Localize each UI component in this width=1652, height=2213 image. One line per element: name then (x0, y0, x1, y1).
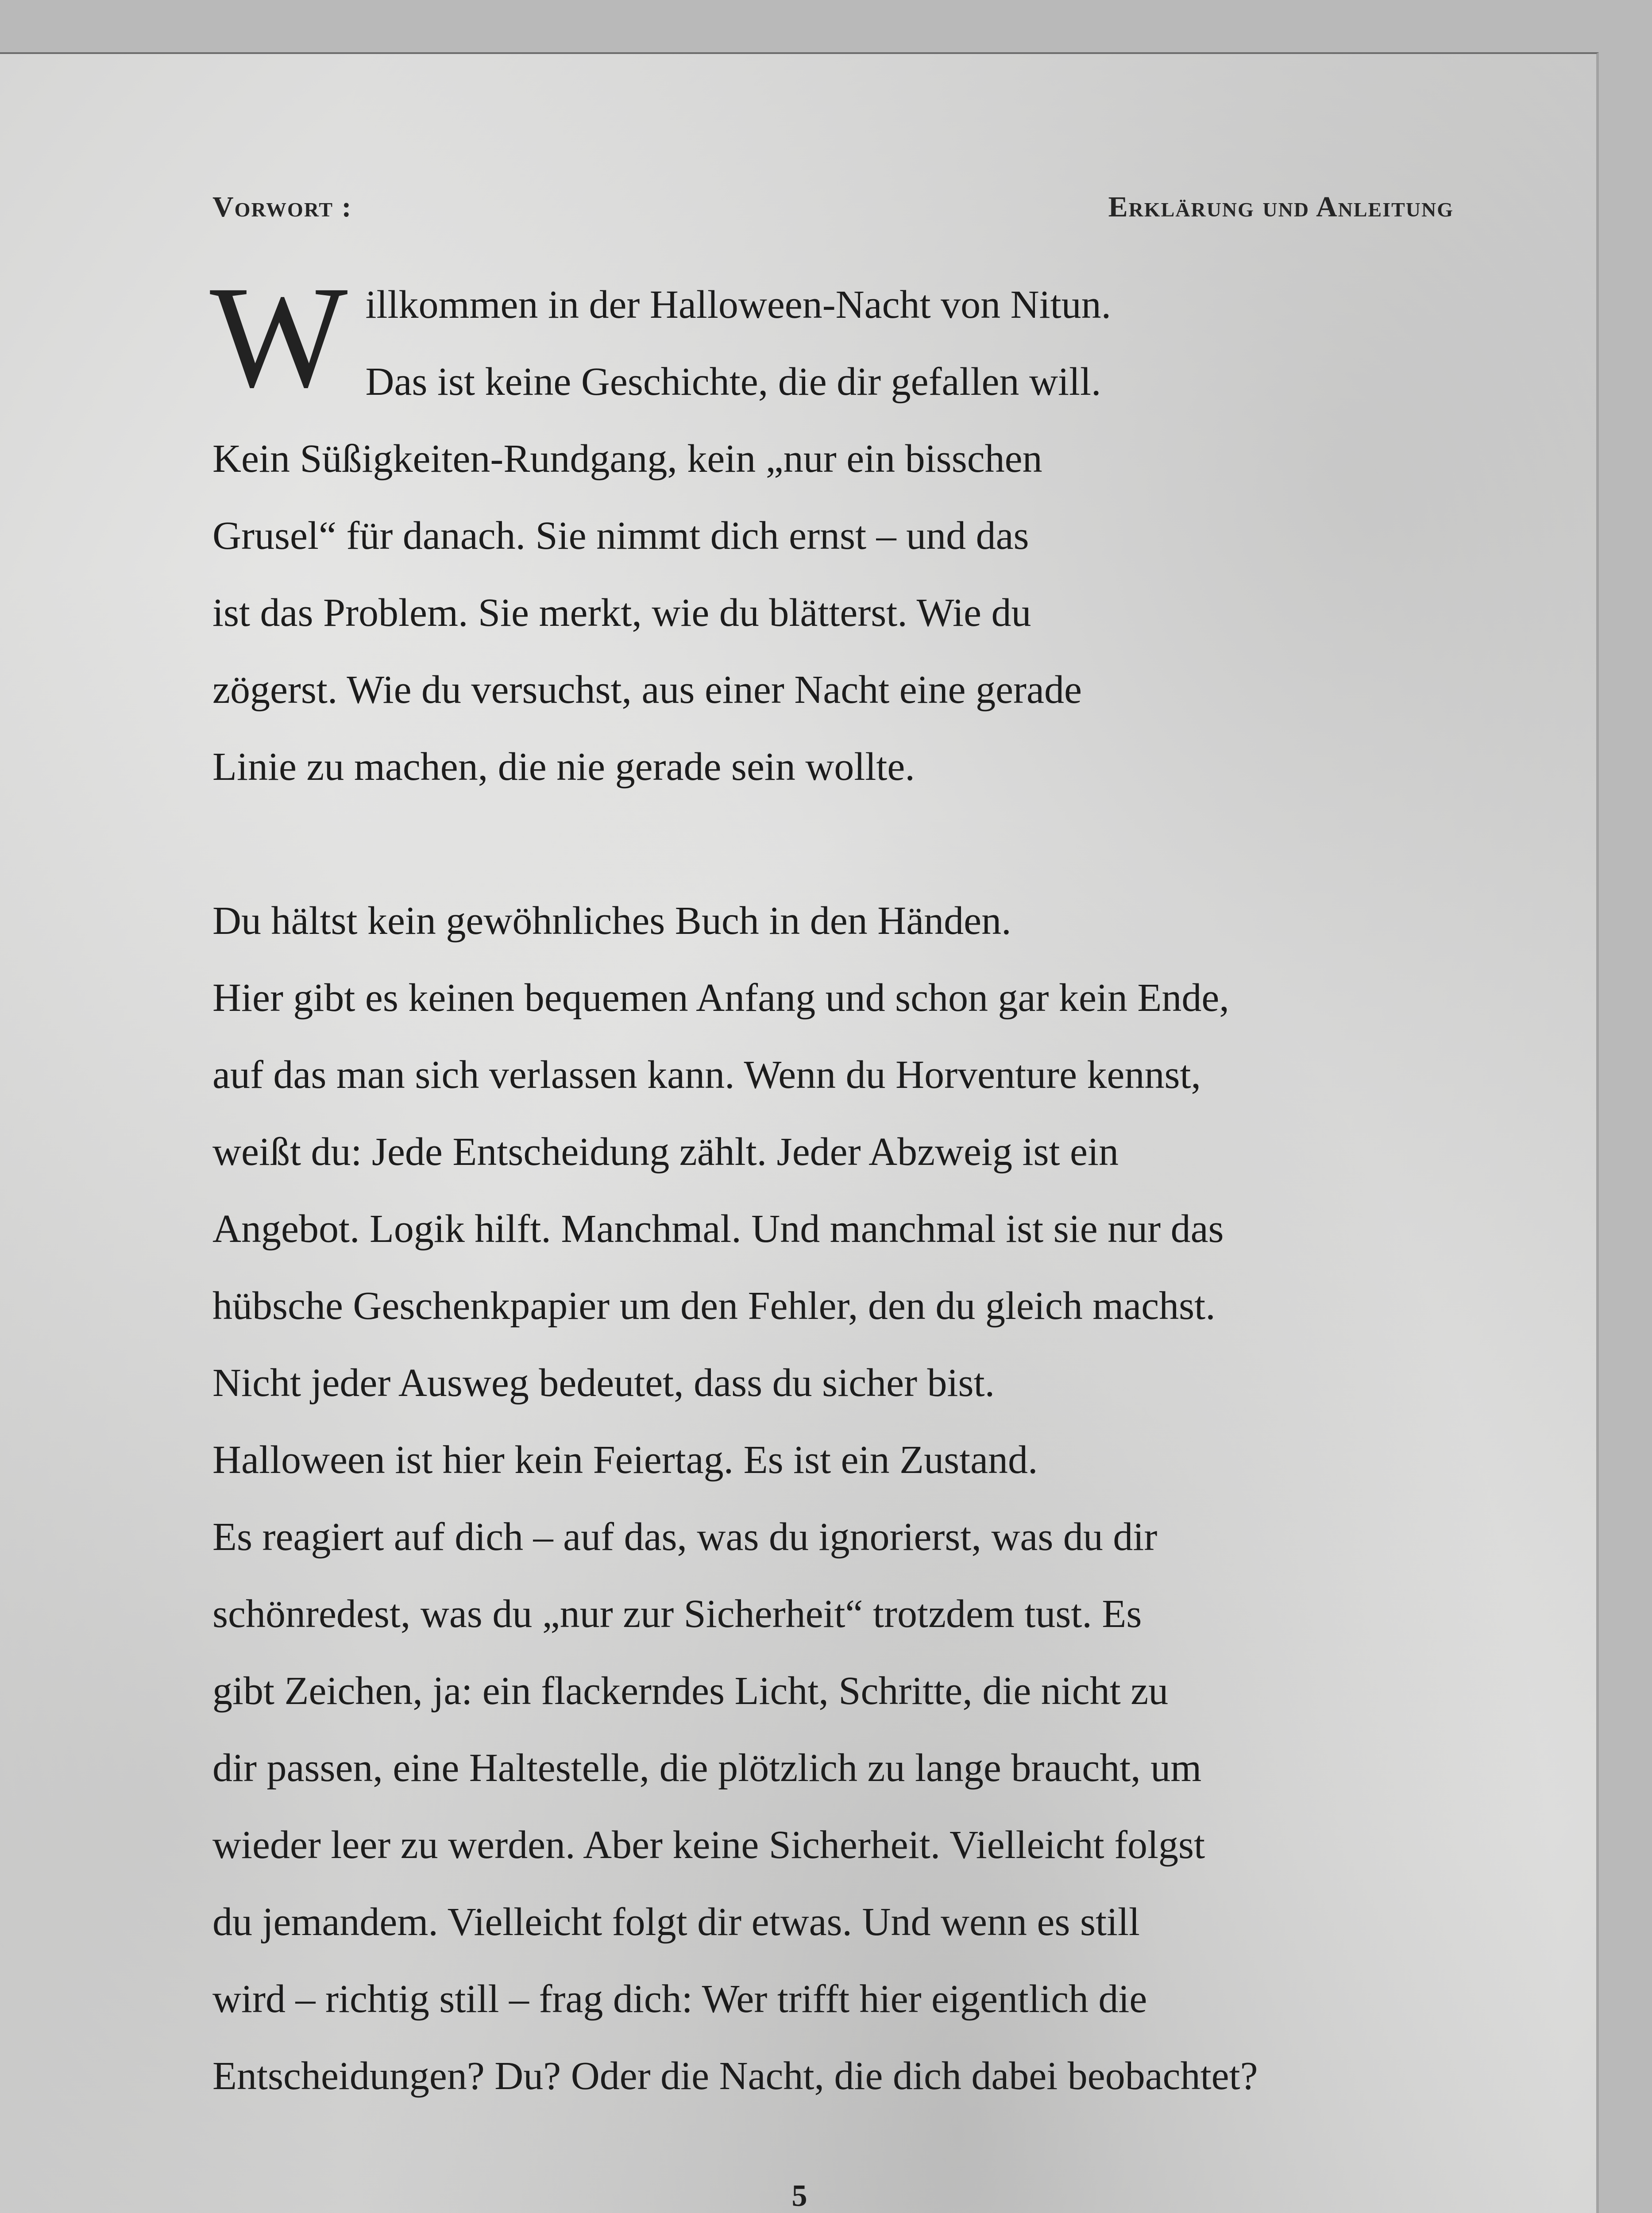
text-line: Linie zu machen, die nie gerade sein wollte. (212, 745, 915, 789)
text-line: Das ist keine Geschichte, die dir gefallen will. (365, 360, 1101, 404)
text-line: gibt Zeichen, ja: ein flackerndes Licht, Schritte, die nicht zu (212, 1669, 1169, 1713)
text-line: auf das man sich verlassen kann. Wenn du Horventure kennst, (212, 1053, 1201, 1097)
text-line: ist das Problem. Sie merkt, wie du blätterst. Wie du (212, 591, 1031, 635)
running-header (212, 190, 1454, 230)
text-line: du jemandem. Vielleicht folgt dir etwas. Und wenn es still (212, 1900, 1140, 1944)
text-line: illkommen in der Halloween-Nacht von Nitun. (365, 283, 1112, 327)
text-line: wieder leer zu werden. Aber keine Sicherheit. Vielleicht folgst (212, 1823, 1205, 1867)
text-line: Du hältst kein gewöhnliches Buch in den Händen. (212, 899, 1011, 943)
text-line: Es reagiert auf dich – auf das, was du ignorierst, was du dir (212, 1515, 1158, 1559)
paragraph-gap (212, 806, 1465, 883)
text-line: weißt du: Jede Entscheidung zählt. Jeder Abzweig ist ein (212, 1130, 1119, 1174)
text-line: schönredest, was du „nur zur Sicherheit“ trotzdem tust. Es (212, 1592, 1142, 1636)
text-line: Entscheidungen? Du? Oder die Nacht, die dich dabei beobachtet? (212, 2054, 1258, 2098)
text-line: Angebot. Logik hilft. Manchmal. Und manchmal ist sie nur das (212, 1207, 1224, 1251)
text-line: Nicht jeder Ausweg bedeutet, dass du sicher bist. (212, 1361, 995, 1405)
text-line: hübsche Geschenkpapier um den Fehler, den du gleich machst. (212, 1284, 1216, 1328)
page-number: 5 (791, 2179, 807, 2213)
drop-cap: W (210, 256, 348, 418)
text-line: Halloween ist hier kein Feiertag. Es ist ein Zustand. (212, 1438, 1038, 1482)
body-text (210, 256, 1465, 2115)
text-line: Hier gibt es keinen bequemen Anfang und schon gar kein Ende, (212, 976, 1229, 1020)
text-line: zögerst. Wie du versuchst, aus einer Nacht eine gerade (212, 668, 1082, 712)
header-section-title: Vorwort : (212, 191, 352, 223)
header-chapter-title: Erklärung und Anleitung (1108, 191, 1454, 223)
text-line: wird – richtig still – frag dich: Wer trifft hier eigentlich die (212, 1977, 1147, 2021)
text-line: Kein Süßigkeiten-Rundgang, kein „nur ein bisschen (212, 437, 1042, 481)
book-page (0, 52, 1599, 2213)
text-line: dir passen, eine Haltestelle, die plötzlich zu lange braucht, um (212, 1746, 1202, 1790)
text-line: Grusel“ für danach. Sie nimmt dich ernst – und das (212, 514, 1029, 558)
